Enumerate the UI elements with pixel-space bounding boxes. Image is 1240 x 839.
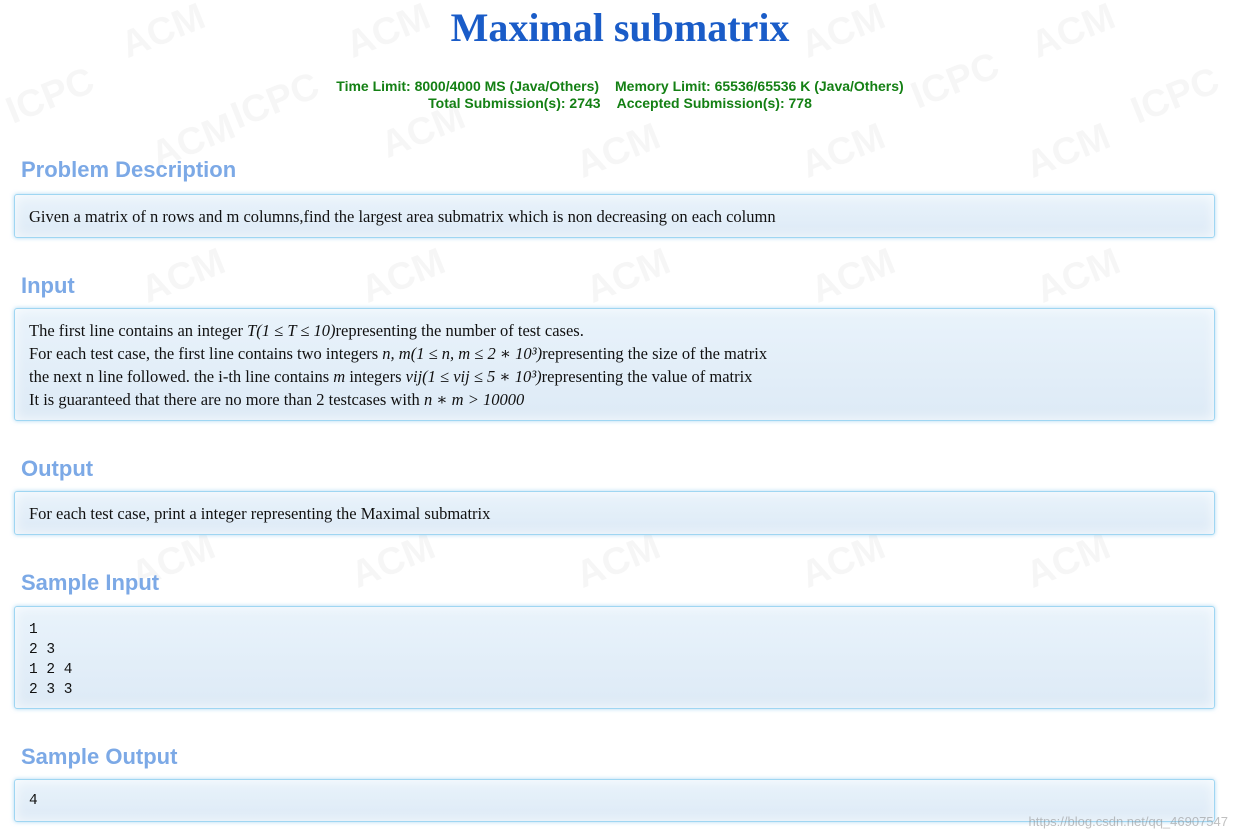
- input-line: [29, 388, 1200, 411]
- memory-limit: Memory Limit: 65536/65536 K (Java/Others): [615, 78, 904, 94]
- limits-line: [0, 78, 1240, 94]
- input-heading: Input: [21, 273, 75, 298]
- source-watermark: https://blog.csdn.net/qq_46907547: [1028, 814, 1228, 829]
- watermark-text: [795, 525, 891, 597]
- input-text: For each test case, the first line contains two integers: [29, 344, 383, 363]
- input-text: representing the size of the matrix: [542, 344, 768, 363]
- watermark-text: [580, 240, 676, 312]
- input-line: [29, 342, 1200, 365]
- sample-input-panel: [14, 606, 1215, 709]
- sample-output-heading: Sample Output: [21, 744, 178, 769]
- watermark-text: [1020, 115, 1116, 187]
- math-expression: vij(1 ≤ vij ≤ 5 ∗ 10³): [405, 367, 542, 386]
- output-heading: Output: [21, 456, 94, 481]
- submissions-line: [0, 95, 1240, 111]
- sample-input-heading: Sample Input: [21, 570, 160, 595]
- input-text: The first line contains an integer: [29, 321, 248, 340]
- watermark-text: [570, 525, 666, 597]
- sample-input-line: 2 3 3: [29, 682, 73, 698]
- input-text: representing the value of matrix: [541, 367, 753, 386]
- watermark-text: [805, 240, 901, 312]
- problem-title: Maximal submatrix: [450, 5, 790, 50]
- watermark-text: [135, 240, 231, 312]
- description-heading: Problem Description: [21, 157, 237, 182]
- input-text: integers: [345, 367, 406, 386]
- watermark-text: [795, 115, 891, 187]
- watermark-text: [570, 115, 666, 187]
- input-text: the next n line followed. the i-th line contains: [29, 367, 334, 386]
- sample-input-line: 2 3: [29, 642, 56, 658]
- time-limit: Time Limit: 8000/4000 MS (Java/Others): [336, 78, 600, 94]
- watermark-text: [1030, 240, 1126, 312]
- math-expression: T(1 ≤ T ≤ 10): [247, 321, 336, 340]
- input-text: representing the number of test cases.: [335, 321, 584, 340]
- math-expression: m: [333, 367, 346, 386]
- watermark-text: [355, 240, 451, 312]
- sample-output-line: 4: [29, 793, 38, 809]
- watermark-text: [345, 525, 441, 597]
- output-text: For each test case, print a integer representing the Maximal submatrix: [29, 504, 491, 523]
- input-text: It is guaranteed that there are no more than 2 testcases with: [29, 390, 424, 409]
- description-panel: [14, 194, 1215, 238]
- input-line: [29, 319, 1200, 342]
- watermark-text: [1020, 525, 1116, 597]
- sample-input-line: 1: [29, 622, 38, 638]
- input-panel: [14, 308, 1215, 421]
- output-panel: [14, 491, 1215, 535]
- math-expression: n, m(1 ≤ n, m ≤ 2 ∗ 10³): [382, 344, 543, 363]
- math-expression: n ∗ m > 10000: [423, 390, 525, 409]
- sample-input-line: 1 2 4: [29, 662, 73, 678]
- total-submissions: Total Submission(s): 2743: [428, 95, 601, 111]
- accepted-submissions: Accepted Submission(s): 778: [616, 95, 812, 111]
- input-line: [29, 365, 1200, 388]
- description-text: Given a matrix of n rows and m columns,find the largest area submatrix which is non decreasing on each column: [29, 207, 776, 226]
